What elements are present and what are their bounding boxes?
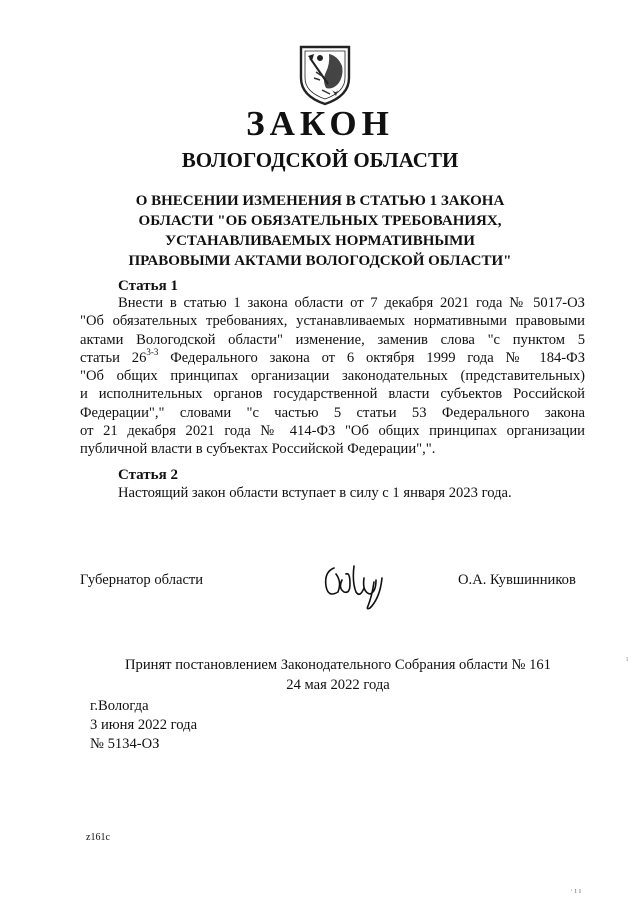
article-1-line: от 21 декабря 2021 года № 414-ФЗ "Об общих принципах организации bbox=[80, 423, 585, 440]
law-title: ЗАКОН bbox=[246, 104, 394, 143]
region-title: ВОЛОГОДСКОЙ ОБЛАСТИ bbox=[181, 148, 459, 172]
article-2-heading: Статья 2 bbox=[118, 467, 178, 483]
signing-date: 3 июня 2022 года bbox=[90, 717, 198, 733]
article-1-text: Федерального закона от 6 октября 1999 года № 184-ФЗ bbox=[158, 349, 586, 366]
article-1-line: актами Вологодской области" изменение, заменив слова "с пунктом 5 bbox=[80, 331, 585, 348]
adoption-line: Принят постановлением Законодательного Собрания области № 161 bbox=[125, 657, 551, 673]
city: г.Вологда bbox=[90, 698, 149, 714]
article-1-line: Федерации"," словами "с частью 5 статьи 53 Федерального закона bbox=[80, 404, 585, 421]
superscript: 3-3 bbox=[146, 347, 159, 358]
scan-edge-mark: ı bbox=[626, 654, 629, 663]
article-1-body bbox=[80, 294, 585, 459]
article-1-line: "Об общих принципах организации законодательных (представительных) bbox=[80, 368, 585, 385]
scan-marks: · ı ı bbox=[570, 886, 582, 895]
adoption-date: 24 мая 2022 года bbox=[286, 677, 390, 693]
article-1-line: "Об обязательных требованиях, устанавливаемых нормативными правовыми bbox=[80, 313, 585, 330]
article-1-heading: Статья 1 bbox=[118, 278, 178, 294]
article-1-line: и исполнительных органов государственной власти субъектов Российской bbox=[80, 386, 585, 403]
law-subtitle-line: О ВНЕСЕНИИ ИЗМЕНЕНИЯ В СТАТЬЮ 1 ЗАКОНА bbox=[135, 193, 505, 209]
law-number: № 5134-ОЗ bbox=[90, 736, 160, 752]
law-subtitle-line: ОБЛАСТИ "ОБ ОБЯЗАТЕЛЬНЫХ ТРЕБОВАНИЯХ, bbox=[138, 213, 502, 229]
article-1-line: Внести в статью 1 закона области от 7 декабря 2021 года № 5017-ОЗ bbox=[118, 295, 585, 311]
document-code: z161c bbox=[86, 832, 110, 843]
article-2-body bbox=[80, 484, 585, 502]
law-subtitle-line: ПРАВОВЫМИ АКТАМИ ВОЛОГОДСКОЙ ОБЛАСТИ" bbox=[128, 253, 512, 269]
law-subtitle-line: УСТАНАВЛИВАЕМЫХ НОРМАТИВНЫМИ bbox=[165, 233, 475, 249]
article-1-line: публичной власти в субъектах Российской Федерации",". bbox=[80, 441, 436, 458]
article-1-text: статьи 26 bbox=[80, 349, 147, 366]
handwritten-signature bbox=[320, 558, 388, 610]
coat-of-arms-icon bbox=[298, 44, 352, 106]
article-1-line-with-superscript bbox=[80, 349, 585, 367]
governor-name: О.А. Кувшинников bbox=[458, 572, 576, 588]
article-2-line: Настоящий закон области вступает в силу с 1 января 2023 года. bbox=[118, 485, 512, 501]
governor-label: Губернатор области bbox=[80, 572, 204, 588]
